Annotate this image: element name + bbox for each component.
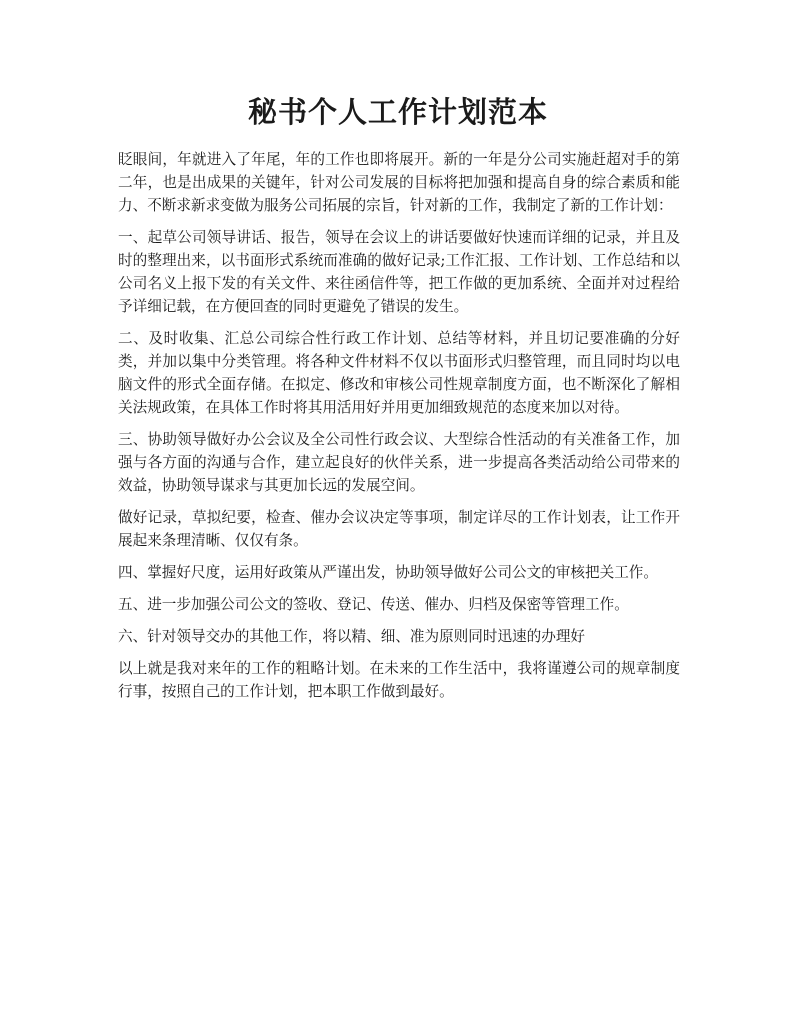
document-body	[118, 148, 680, 712]
paragraph-item-3: 三、协助领导做好办公会议及全公司性行政会议、大型综合性活动的有关准备工作，加强与各方面的沟通与合作，建立起良好的伙伴关系，进一步提高各类活动给公司带来的效益，协助领导谋求与其更加长远的发展空间。	[118, 431, 680, 494]
paragraph-intro: 眨眼间，年就进入了年尾，年的工作也即将展开。新的一年是分公司实施赶超对手的第二年，也是出成果的关键年，针对公司发展的目标将把加强和提高自身的综合素质和能力、不断求新求变做为服务公司拓展的宗旨，针对新的工作，我制定了新的工作计划：	[118, 151, 680, 214]
paragraph-item-1: 一、起草公司领导讲话、报告，领导在会议上的讲话要做好快速而详细的记录，并且及时的整理出来，以书面形式系统而准确的做好记录;工作汇报、工作计划、工作总结和以公司名义上报下发的有关文件、来往函信件等，把工作做的更加系统、全面并对过程给予详细记载，在方便回查的同时更避免了错误的发生。	[118, 229, 680, 315]
paragraph-item-6: 六、针对领导交办的其他工作，将以精、细、准为原则同时迅速的办理好	[118, 628, 586, 645]
paragraph-conclusion: 以上就是我对来年的工作的粗略计划。在未来的工作生活中，我将谨遵公司的规章制度行事，按照自己的工作计划，把本职工作做到最好。	[118, 660, 680, 700]
paragraph-item-5: 五、进一步加强公司公文的签收、登记、传送、催办、归档及保密等管理工作。	[118, 596, 629, 613]
paragraph-item-2: 二、及时收集、汇总公司综合性行政工作计划、总结等材料，并且切记要准确的分好类，并加以集中分类管理。将各种文件材料不仅以书面形式归整管理，而且同时均以电脑文件的形式全面存储。在拟定、修改和审核公司性规章制度方面，也不断深化了解相关法规政策，在具体工作时将其用活用好并用更加细致规范的态度来加以对待。	[118, 330, 680, 416]
document-title: 秘书个人工作计划范本	[247, 95, 548, 129]
paragraph-item-3-continued: 做好记录，草拟纪要，检查、催办会议决定等事项，制定详尽的工作计划表，让工作开展起来条理清晰、仅仅有条。	[118, 509, 680, 549]
paragraph-item-4: 四、掌握好尺度，运用好政策从严谨出发，协助领导做好公司公文的审核把关工作。	[118, 564, 658, 581]
